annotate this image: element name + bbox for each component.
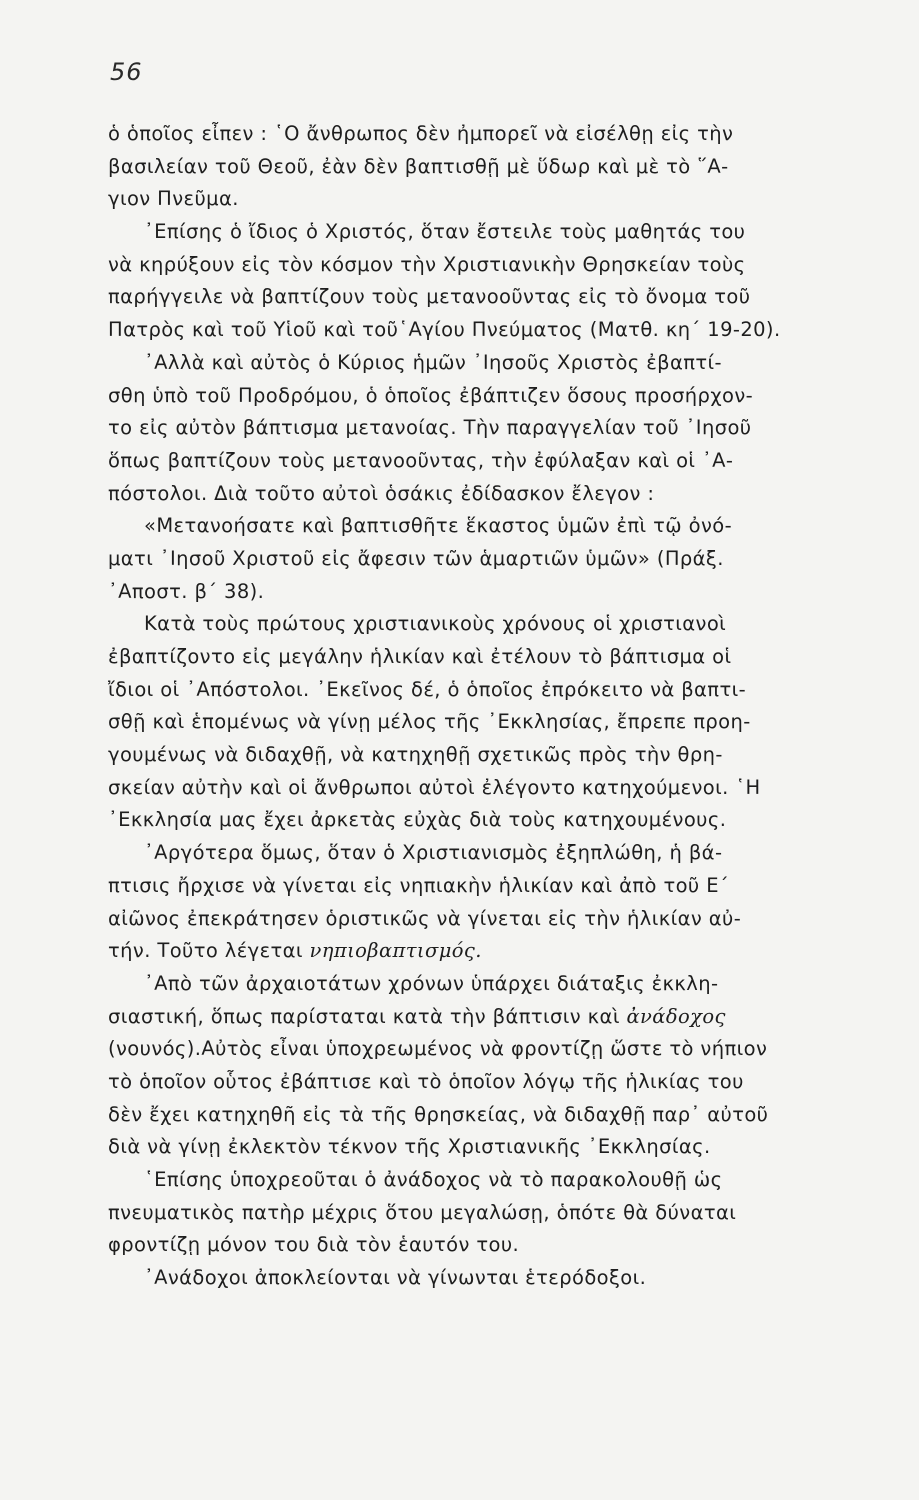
body-text bbox=[108, 118, 908, 1295]
text-line: βασιλείαν τοῦ Θεοῦ, ἐὰν δὲν βαπτισθῇ μὲ ὕδωρ καὶ μὲ τὸ ῞Α- bbox=[108, 154, 729, 178]
text-segment: σιαστική, ὅπως παρίσταται κατὰ τὴν βάπτισιν καὶ bbox=[108, 1004, 620, 1028]
italic-term: νηπιοβαπτισμός. bbox=[309, 939, 482, 963]
text-line bbox=[108, 935, 908, 968]
text-line: παρήγγειλε νὰ βαπτίζουν τοὺς μετανοοῦντας εἰς τὸ ὄνομα τοῦ bbox=[108, 285, 751, 309]
text-line: τὸ ὁποῖον οὗτος ἐβάπτισε καὶ τὸ ὁποῖον λόγῳ τῆς ἡλικίας του bbox=[108, 1069, 744, 1093]
text-line: νὰ κηρύξουν εἰς τὸν κόσμον τὴν Χριστιανικὴν Θρησκείαν τοὺς bbox=[108, 252, 746, 276]
text-line: σθη ὑπὸ τοῦ Προδρόμου, ὁ ὁποῖος ἐβάπτιζεν ὅσους προσήρχον- bbox=[108, 383, 754, 407]
text-line: σκείαν αὐτὴν καὶ οἱ ἄνθρωποι αὐτοὶ ἐλέγοντο κατηχούμενοι. ῾Η bbox=[108, 775, 761, 799]
text-line: ὁ ὁποῖος εἶπεν : ῾Ο ἄνθρωπος δὲν ἠμπορεῖ νὰ εἰσέλθῃ εἰς τὴν bbox=[108, 122, 734, 145]
text-line: ματι ᾿Ιησοῦ Χριστοῦ εἰς ἄφεσιν τῶν ἁμαρτιῶν ὑμῶν» (Πράξ. bbox=[108, 546, 724, 570]
text-line: πνευματικὸς πατὴρ μέχρις ὅτου μεγαλώσῃ, ὁπότε θὰ δύναται bbox=[108, 1200, 737, 1224]
text-line: διὰ νὰ γίνῃ ἐκλεκτὸν τέκνον τῆς Χριστιανικῆς ᾿Εκκλησίας. bbox=[108, 1135, 711, 1159]
text-segment: τήν. Τοῦτο λέγεται bbox=[108, 939, 303, 963]
page-number: 56 bbox=[110, 58, 143, 86]
text-line: αἰῶνος ἐπεκράτησεν ὁριστικῶς νὰ γίνεται εἰς τὴν ἡλικίαν αὐ- bbox=[108, 906, 742, 930]
text-line: πτισις ἤρχισε νὰ γίνεται εἰς νηπιακὴν ἡλικίαν καὶ ἀπὸ τοῦ Ε΄ bbox=[108, 873, 730, 897]
text-line: ᾿Αποστ. β΄ 38). bbox=[108, 579, 265, 603]
text-line: ᾿Απὸ τῶν ἀρχαιοτάτων χρόνων ὑπάρχει διάταξις ἐκκλη- bbox=[144, 971, 719, 995]
text-line: ὅπως βαπτίζουν τοὺς μετανοοῦντας, τὴν ἐφύλαξαν καὶ οἱ ᾿Α- bbox=[108, 448, 734, 472]
text-line: ᾿Εκκλησία μας ἔχει ἀρκετὰς εὐχὰς διὰ τοὺς κατηχουμένους. bbox=[108, 808, 727, 832]
text-line: φροντίζῃ μόνον του διὰ τὸν ἑαυτόν του. bbox=[108, 1233, 520, 1257]
text-line bbox=[108, 1001, 908, 1034]
text-line: σθῇ καὶ ἑπομένως νὰ γίνῃ μέλος τῆς ᾿Εκκλησίας, ἔπρεπε προη- bbox=[108, 710, 751, 734]
text-line: Πατρὸς καὶ τοῦ Υἱοῦ καὶ τοῦ῾Αγίου Πνεύματος (Ματθ. κη΄ 19-20). bbox=[108, 318, 781, 342]
text-line: ᾿Αλλὰ καὶ αὐτὸς ὁ Κύριος ἡμῶν ᾿Ιησοῦς Χριστὸς ἐβαπτί- bbox=[144, 350, 722, 374]
text-line: ᾿Αργότερα ὅμως, ὅταν ὁ Χριστιανισμὸς ἐξηπλώθη, ἡ βά- bbox=[144, 841, 723, 865]
text-line: ἴδιοι οἱ ᾿Απόστολοι. ᾿Εκεῖνος δέ, ὁ ὁποῖος ἐπρόκειτο νὰ βαπτι- bbox=[108, 677, 747, 701]
text-line: ῾Επίσης ὑποχρεοῦται ὁ ἀνάδοχος νὰ τὸ παρακολουθῇ ὡς bbox=[144, 1168, 723, 1191]
text-line: ᾿Επίσης ὁ ἴδιος ὁ Χριστός, ὅταν ἔστειλε τοὺς μαθητάς του bbox=[144, 220, 746, 244]
italic-term: ἀνάδοχος bbox=[626, 1004, 726, 1028]
text-line: γουμένως νὰ διδαχθῇ, νὰ κατηχηθῇ σχετικῶς πρὸς τὴν θρη- bbox=[108, 743, 723, 767]
text-line: ἐβαπτίζοντο εἰς μεγάλην ἡλικίαν καὶ ἐτέλουν τὸ βάπτισμα οἱ bbox=[108, 645, 732, 668]
text-line: Κατὰ τοὺς πρώτους χριστιανικοὺς χρόνους οἱ χριστιανοὶ bbox=[144, 612, 727, 636]
text-line: το εἰς αὐτὸν βάπτισμα μετανοίας. Τὴν παραγγελίαν τοῦ ᾿Ιησοῦ bbox=[108, 416, 752, 440]
text-line: ᾿Ανάδοχοι ἀποκλείονται νὰ γίνωνται ἑτερόδοξοι. bbox=[144, 1266, 647, 1290]
text-line: (νουνός).Αὐτὸς εἶναι ὑποχρεωμένος νὰ φροντίζῃ ὥστε τὸ νήπιον bbox=[108, 1037, 768, 1061]
text-line: γιον Πνεῦμα. bbox=[108, 187, 239, 211]
text-line: πόστολοι. Διὰ τοῦτο αὐτοὶ ὁσάκις ἐδίδασκον ἔλεγον : bbox=[108, 481, 655, 505]
text-line: δὲν ἔχει κατηχηθῆ εἰς τὰ τῆς θρησκείας, νὰ διδαχθῇ παρ᾿ αὐτοῦ bbox=[108, 1102, 769, 1126]
text-line: «Μετανοήσατε καὶ βαπτισθῆτε ἕκαστος ὑμῶν ἐπὶ τῷ ὀνό- bbox=[144, 514, 733, 538]
